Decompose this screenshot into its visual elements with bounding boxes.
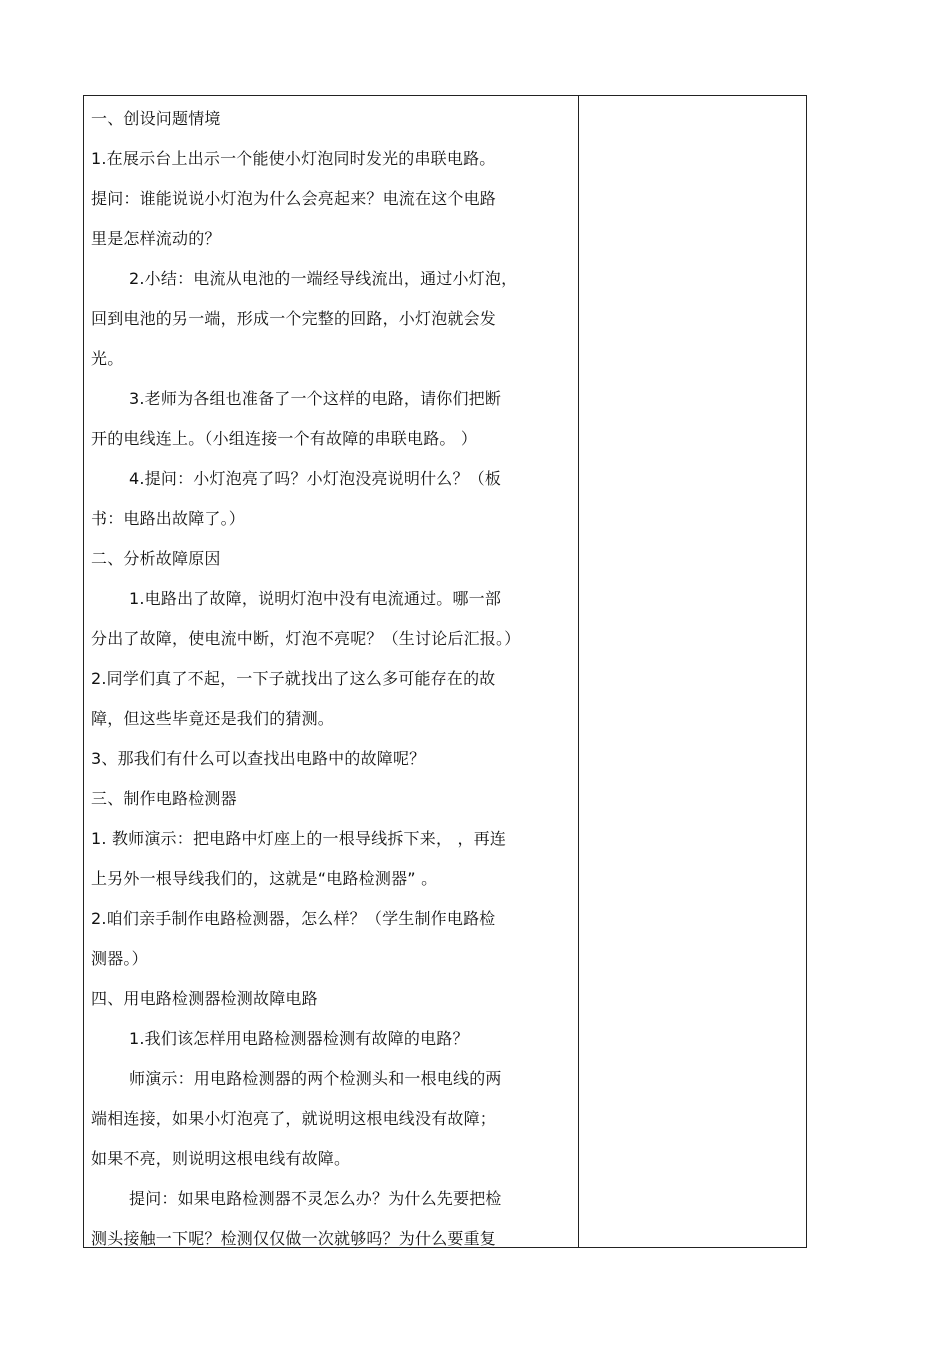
- text-line: 3.老师为各组也准备了一个这样的电路，请你们把断: [129, 389, 502, 408]
- text-line: 测头接触一下呢？检测仅仅做一次就够吗？为什么要重复: [91, 1229, 497, 1247]
- text-line: 测器。）: [91, 949, 148, 968]
- lesson-table: [83, 95, 807, 1248]
- text-line: 1.在展示台上出示一个能使小灯泡同时发光的串联电路。: [91, 149, 496, 168]
- text-line: 回到电池的另一端，形成一个完整的回路，小灯泡就会发: [91, 309, 497, 328]
- text-line: 2.同学们真了不起，一下子就找出了这么多可能存在的故: [91, 669, 496, 688]
- lesson-content-cell: [84, 96, 578, 1247]
- text-line: 开的电线连上。（小组连接一个有故障的串联电路。 ）: [91, 429, 478, 448]
- text-line: 书：电路出故障了。）: [91, 509, 246, 528]
- text-line: 如果不亮，则说明这根电线有故障。: [91, 1149, 351, 1168]
- text-line: 光。: [91, 349, 124, 368]
- text-line: 3、那我们有什么可以查找出电路中的故障呢？: [91, 749, 426, 768]
- text-line: 端相连接，如果小灯泡亮了，就说明这根电线没有故障；: [91, 1109, 497, 1128]
- text-line: 障，但这些毕竟还是我们的猜测。: [91, 709, 335, 728]
- section-heading-3: 三、制作电路检测器: [91, 789, 237, 808]
- notes-cell: [579, 96, 806, 1247]
- text-line: 1. 教师演示：把电路中灯座上的一根导线拆下来， ，再连: [91, 829, 507, 848]
- text-line: 上另外一根导线我们的，这就是“电路检测器” 。: [91, 869, 438, 888]
- section-heading-1: 一、创设问题情境: [91, 109, 221, 128]
- section-heading-4: 四、用电路检测器检测故障电路: [91, 989, 318, 1008]
- text-line: 里是怎样流动的？: [91, 229, 221, 248]
- section-heading-2: 二、分析故障原因: [91, 549, 221, 568]
- text-line: 1.电路出了故障，说明灯泡中没有电流通过。哪一部: [129, 589, 502, 608]
- text-line: 4.提问：小灯泡亮了吗？小灯泡没亮说明什么？（板: [129, 469, 502, 488]
- text-line: 提问：如果电路检测器不灵怎么办？为什么先要把检: [129, 1189, 502, 1208]
- text-line: 2.咱们亲手制作电路检测器，怎么样？（学生制作电路检: [91, 909, 496, 928]
- text-line: 2.小结：电流从电池的一端经导线流出，通过小灯泡，: [129, 269, 518, 288]
- text-line: 师演示：用电路检测器的两个检测头和一根电线的两: [129, 1069, 502, 1088]
- text-line: 分出了故障，使电流中断，灯泡不亮呢？（生讨论后汇报。）: [91, 629, 521, 648]
- text-line: 提问：谁能说说小灯泡为什么会亮起来？电流在这个电路: [91, 189, 497, 208]
- text-line: 1.我们该怎样用电路检测器检测有故障的电路？: [129, 1029, 469, 1048]
